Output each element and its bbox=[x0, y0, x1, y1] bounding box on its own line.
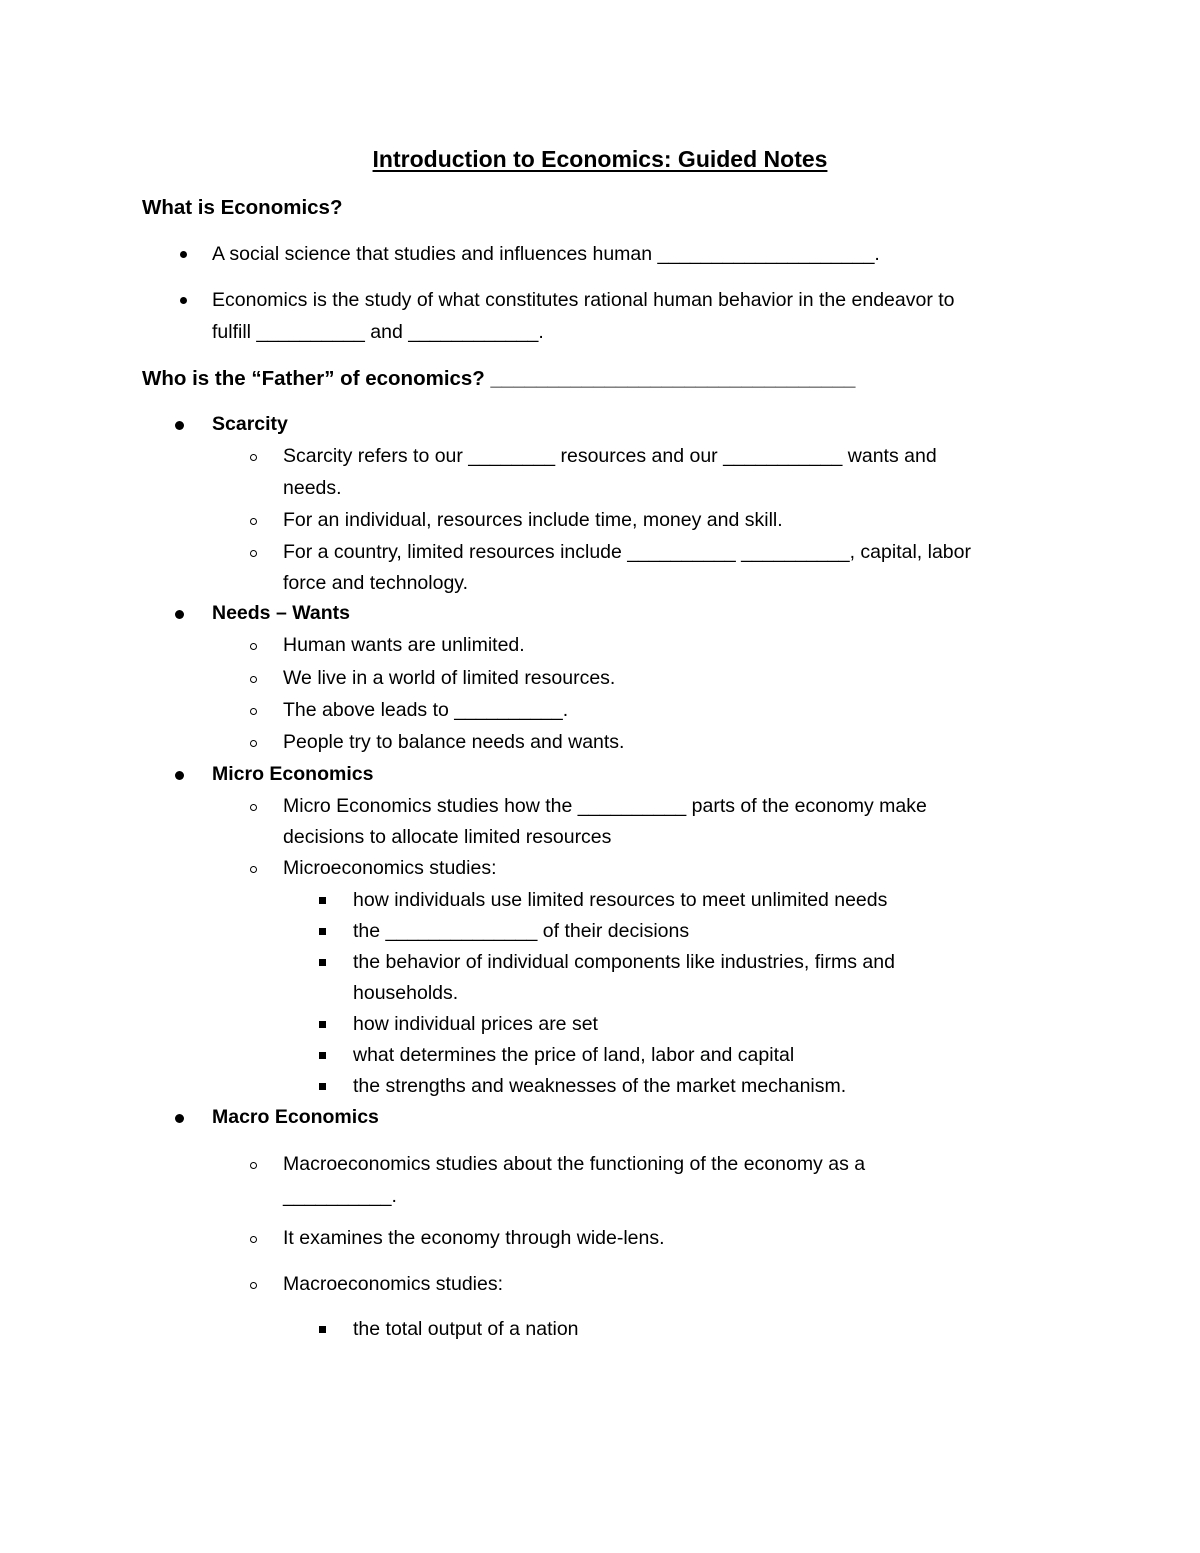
list-item-continued: needs. bbox=[283, 477, 342, 499]
circle-bullet-icon bbox=[250, 740, 257, 747]
list-item-continued: __________. bbox=[283, 1185, 397, 1207]
list-item: A social science that studies and influences human ____________________. bbox=[212, 243, 880, 265]
bullet-icon bbox=[180, 251, 187, 258]
bullet-icon bbox=[175, 421, 184, 430]
sub-list-item: the behavior of individual components like industries, firms and bbox=[353, 951, 895, 973]
square-bullet-icon bbox=[319, 897, 326, 904]
list-item: Scarcity refers to our ________ resources and our ___________ wants and bbox=[283, 445, 937, 467]
bullet-icon bbox=[175, 1114, 184, 1123]
topic-needs-wants: Needs – Wants bbox=[212, 602, 350, 624]
list-item: Human wants are unlimited. bbox=[283, 634, 525, 656]
heading-what-is-economics: What is Economics? bbox=[142, 196, 343, 219]
circle-bullet-icon bbox=[250, 550, 257, 557]
list-item: It examines the economy through wide-lens. bbox=[283, 1227, 665, 1249]
sub-list-item: how individual prices are set bbox=[353, 1013, 598, 1035]
topic-scarcity: Scarcity bbox=[212, 413, 288, 435]
bullet-icon bbox=[175, 771, 184, 780]
circle-bullet-icon bbox=[250, 454, 257, 461]
bullet-icon bbox=[175, 610, 184, 619]
sub-list-item-continued: households. bbox=[353, 982, 459, 1004]
sub-list-item: what determines the price of land, labor and capital bbox=[353, 1044, 795, 1066]
list-item: For an individual, resources include time, money and skill. bbox=[283, 509, 783, 531]
bullet-icon bbox=[180, 297, 187, 304]
topic-macro-economics: Macro Economics bbox=[212, 1106, 379, 1128]
square-bullet-icon bbox=[319, 928, 326, 935]
square-bullet-icon bbox=[319, 1083, 326, 1090]
square-bullet-icon bbox=[319, 1326, 326, 1333]
list-item: People try to balance needs and wants. bbox=[283, 731, 625, 753]
list-item: For a country, limited resources include __________ __________, capital, labor bbox=[283, 541, 971, 563]
list-item: Macroeconomics studies: bbox=[283, 1273, 504, 1295]
list-item: Micro Economics studies how the __________ parts of the economy make bbox=[283, 795, 927, 817]
list-item-continued: force and technology. bbox=[283, 572, 469, 594]
circle-bullet-icon bbox=[250, 804, 257, 811]
square-bullet-icon bbox=[319, 959, 326, 966]
circle-bullet-icon bbox=[250, 1162, 257, 1169]
page-title: Introduction to Economics: Guided Notes bbox=[372, 146, 828, 172]
list-item: The above leads to __________. bbox=[283, 699, 569, 721]
list-item: We live in a world of limited resources. bbox=[283, 667, 616, 689]
heading-father-of-economics: Who is the “Father” of economics? ________________________________ bbox=[142, 367, 856, 390]
circle-bullet-icon bbox=[250, 643, 257, 650]
topic-micro-economics: Micro Economics bbox=[212, 763, 374, 785]
sub-list-item: the ______________ of their decisions bbox=[353, 920, 690, 942]
square-bullet-icon bbox=[319, 1021, 326, 1028]
sub-list-item: the strengths and weaknesses of the market mechanism. bbox=[353, 1075, 847, 1097]
list-item: Microeconomics studies: bbox=[283, 857, 497, 879]
list-item: Economics is the study of what constitutes rational human behavior in the endeavor to bbox=[212, 289, 955, 311]
list-item-continued: fulfill __________ and ____________. bbox=[212, 321, 544, 343]
circle-bullet-icon bbox=[250, 866, 257, 873]
list-item: Macroeconomics studies about the functioning of the economy as a bbox=[283, 1153, 866, 1175]
square-bullet-icon bbox=[319, 1052, 326, 1059]
circle-bullet-icon bbox=[250, 708, 257, 715]
circle-bullet-icon bbox=[250, 1282, 257, 1289]
circle-bullet-icon bbox=[250, 1236, 257, 1243]
list-item-continued: decisions to allocate limited resources bbox=[283, 826, 612, 848]
circle-bullet-icon bbox=[250, 518, 257, 525]
circle-bullet-icon bbox=[250, 676, 257, 683]
sub-list-item: the total output of a nation bbox=[353, 1318, 579, 1340]
sub-list-item: how individuals use limited resources to meet unlimited needs bbox=[353, 889, 888, 911]
